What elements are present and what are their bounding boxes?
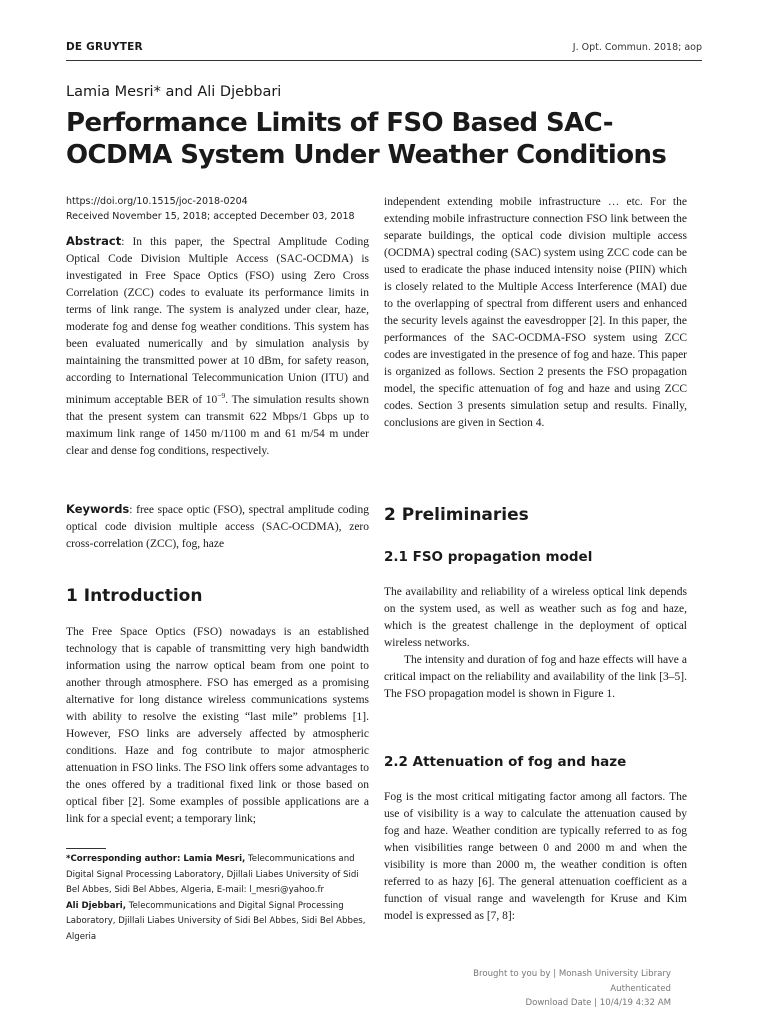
abstract-label: Abstract	[66, 234, 122, 248]
header-divider	[66, 60, 702, 61]
introduction-continued: independent extending mobile infrastructure … etc. For the extending mobile infrastructure connection FSO link between the separate buildings, the optical code division multiple access (OCDMA) spectral coding (SAC) system using ZCC code can be used to eradicate the phase induced intensity noise (PIIN) which is closely related to the Multiple Access Interference (MAI) due to the overlapping of spectral from different users and enhanced the security levels against the eavesdropper [2]. In this paper, the performances of the SAC-OCDMA-FSO system using ZCC codes are investigated in the presence of fog and haze. This paper is organized as follows. Section 2 presents the FSO propagation model, the specific attenuation of fog and haze and using ZCC codes. Section 3 presents simulation setup and results. Finally, conclusions are given in Section 4.	[384, 196, 687, 429]
publisher-logo: DE GRUYTER	[66, 41, 143, 53]
abstract	[66, 233, 369, 460]
author-list: Lamia Mesri* and Ali Djebbari	[66, 84, 282, 100]
fso-propagation-paragraph-1: The availability and reliability of a wireless optical link depends on the system used, as well as weather such as fog and haze, which is the greatest challenge in the deployment of optical wireless networks.	[384, 586, 687, 649]
subsection-heading-fso-propagation: 2.1 FSO propagation model	[384, 549, 593, 565]
subsection-heading-attenuation: 2.2 Attenuation of fog and haze	[384, 754, 627, 770]
abstract-text: : In this paper, the Spectral Amplitude Coding Optical Code Division Multiple Access (SAC-OCDMA) is investigated in Free Space Optics (FSO) using Zero Cross Correlation (ZCC) codes to evaluate its performance limits in terms of link range. The system is analyzed under clear, haze, moderate fog and dense fog weather conditions. This system has been evaluated numerically and by simulation analysis by maintaining the transmitted power at 10 dBm, for safety reason, according to International Telecommunication Union (ITU) and minimum acceptable BER of 10	[66, 236, 369, 406]
journal-reference: J. Opt. Commun. 2018; aop	[572, 42, 702, 53]
attenuation-paragraph: Fog is the most critical mitigating factor among all factors. The use of visibility is a way to calculate the attenuation caused by fog and haze. Weather condition are typically referred to as fog when visibilities range between 0 and 2000 m and when the visibility is more than 2000 m, the weather condition is often referred to as hazy [6]. The general attenuation coefficient as a function of visual range and wavelength for Kruse and Kim model is expressed as [7, 8]:	[384, 791, 687, 922]
introduction-text: The Free Space Optics (FSO) nowadays is an established technology that is capable of transmitting very high bandwidth information using the narrow optical beam from one point to another through atmosphere. FSO has emerged as a promising alternative for long distance wireless communications systems with ability to resolve the existing “last mile” problems [1]. However, FSO links are adversely affected by atmospheric conditions. Haze and fog contribute to major atmospheric attenuation in FSO links. The FSO link offers some advantages to the ones offered by a traditional fixed link or those based on optical fiber [2]. Some examples of possible applications are a link for a special event; a temporary link;	[66, 626, 369, 825]
coauthor-label: Ali Djebbari,	[66, 900, 126, 911]
paper-title: Performance Limits of FSO Based SAC-OCDMA System Under Weather Conditions	[66, 108, 667, 170]
keywords-text: : free space optic (FSO), spectral amplitude coding optical code division multiple access (SAC-OCDMA), zero cross-correlation (ZCC), fog, haze	[66, 504, 369, 550]
coauthor-note: Ali Djebbari, Telecommunications and Digital Signal Processing Laboratory, Djillali Liabes University of Sidi Bel Abbes, Sidi Bel Abbes, Algeria	[66, 900, 366, 942]
footnote-divider	[66, 848, 106, 849]
footnote	[66, 852, 369, 945]
section-heading-preliminaries: 2 Preliminaries	[384, 505, 529, 525]
abstract-text-end: . The simulation results shown that the present system can transmit 622 Mbps/1 Gbps up to maximum link range of 1450 m/1100 m and 61 m/54 m under clear and dense fog conditions, respectively.	[66, 393, 370, 457]
abstract-exponent: −9	[217, 391, 226, 400]
corresponding-author-note: *Corresponding author: Lamia Mesri, Telecommunications and Digital Signal Processing Laboratory, Djillali Liabes University of Sidi Bel Abbes, Sidi Bel Abbes, Algeria, E-mail: l_mesri@yahoo.fr	[66, 854, 359, 895]
corresponding-author-label: *Corresponding author: Lamia Mesri,	[66, 854, 246, 864]
article-meta	[66, 194, 355, 224]
fso-propagation-paragraph-2: The intensity and duration of fog and haze effects will have a critical impact on the reliability and availability of the link [3–5]. The FSO propagation model is shown in Figure 1.	[384, 654, 687, 700]
keywords	[66, 501, 369, 553]
section-heading-introduction: 1 Introduction	[66, 586, 203, 606]
keywords-label: Keywords	[66, 502, 130, 516]
received-dates: Received November 15, 2018; accepted December 03, 2018	[66, 211, 355, 222]
doi-link[interactable]: https://doi.org/10.1515/joc-2018-0204	[66, 196, 248, 207]
download-watermark: Brought to you by | Monash University Library Authenticated Download Date | 10/4/19 4:32 AM	[473, 969, 671, 1008]
